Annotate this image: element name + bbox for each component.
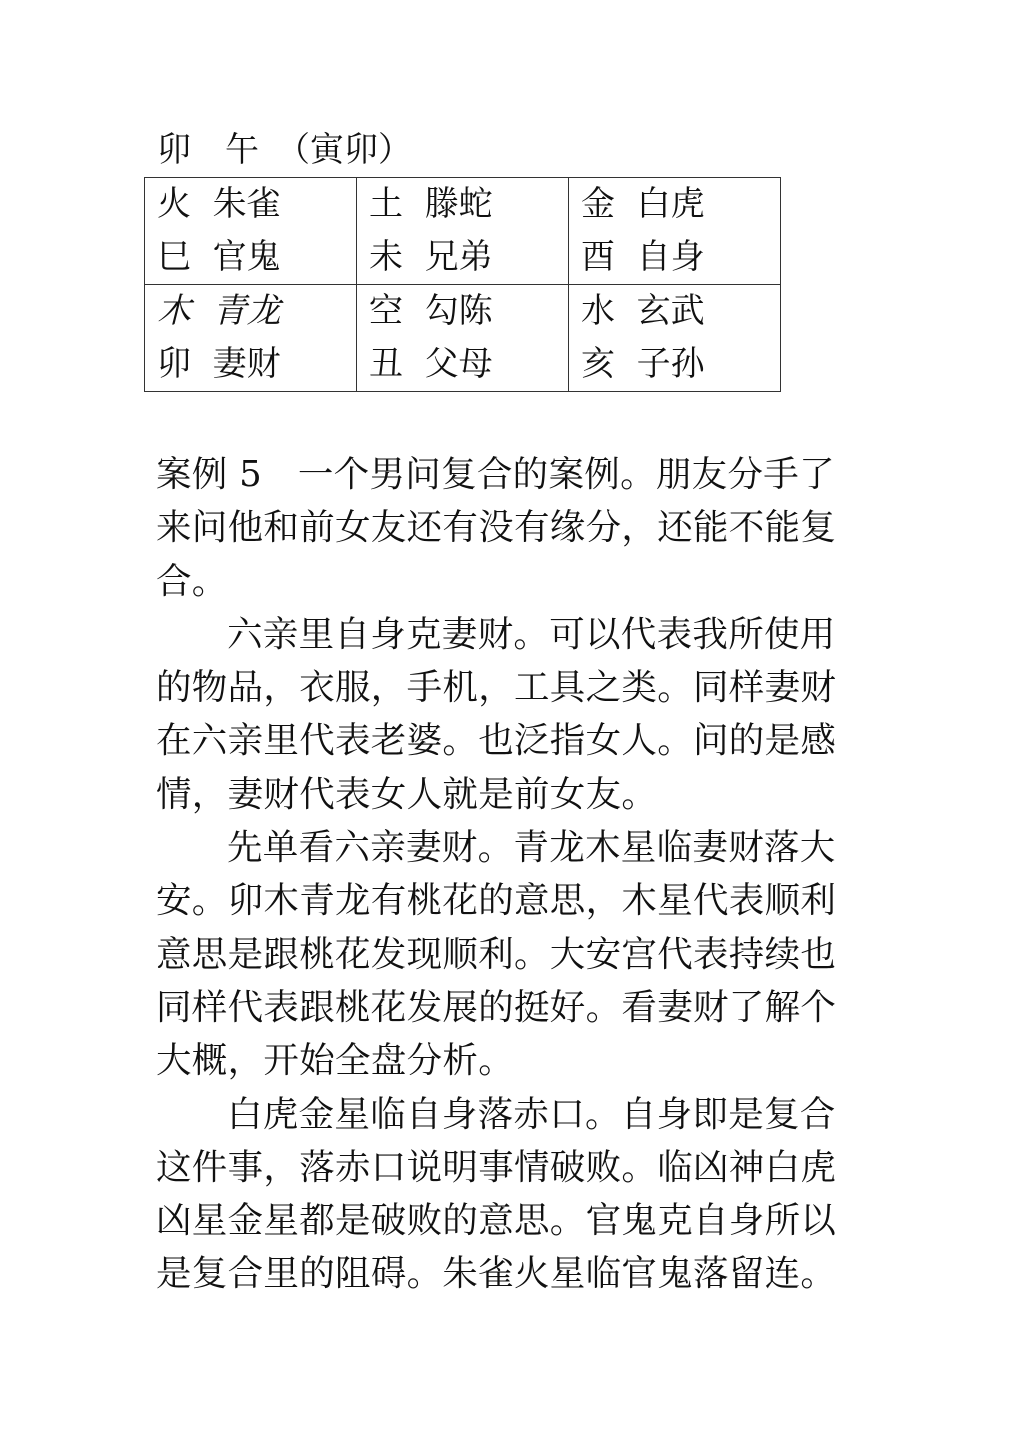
cell-line-2: 未 兄弟 xyxy=(369,237,493,277)
grid-cell xyxy=(357,178,569,285)
paragraph: 白虎金星临自身落赤口。自身即是复合这件事，落赤口说明事情破败。临凶神白虎凶星金星都是破败的意思。官鬼克自身所以是复合里的阻碍。朱雀火星临官鬼落留连。 xyxy=(156,1093,837,1295)
paragraph: 先单看六亲妻财。青龙木星临妻财落大安。卯木青龙有桃花的意思，木星代表顺利意思是跟桃花发现顺利。大安宫代表持续也同样代表跟桃花发展的挺好。看妻财了解个大概，开始全盘分析。 xyxy=(156,827,837,1082)
grid-cell xyxy=(145,178,357,285)
cell-line-1: 水 玄武 xyxy=(581,291,705,331)
cell-line-2: 酉 自身 xyxy=(581,237,705,277)
liuren-grid xyxy=(144,177,781,392)
cell-line-1: 土 滕蛇 xyxy=(369,184,493,224)
grid-cell xyxy=(569,178,781,285)
cell-line-2: 卯 妻财 xyxy=(157,344,281,384)
cell-line-1: 木 青龙 xyxy=(157,291,281,331)
cell-line-2: 巳 官鬼 xyxy=(157,237,281,277)
grid-cell xyxy=(357,285,569,392)
grid-cell xyxy=(145,285,357,392)
cell-line-1: 火 朱雀 xyxy=(157,184,281,224)
grid-row xyxy=(145,285,781,392)
body-text xyxy=(156,448,868,1301)
chart-heading: 卯 午 （寅卯） xyxy=(157,130,412,170)
cell-line-1: 空 勾陈 xyxy=(369,291,493,331)
paragraph: 六亲里自身克妻财。可以代表我所使用的物品，衣服，手机，工具之类。同样妻财在六亲里代表老婆。也泛指女人。问的是感情，妻财代表女人就是前女友。 xyxy=(156,613,837,815)
cell-line-2: 亥 子孙 xyxy=(581,344,705,384)
cell-line-2: 丑 父母 xyxy=(369,344,493,384)
grid-row xyxy=(145,178,781,285)
paragraph-case-intro: 案例 5 一个男问复合的案例。朋友分手了来问他和前女友还有没有缘分，还能不能复合。 xyxy=(156,454,837,602)
grid-cell xyxy=(569,285,781,392)
cell-line-1: 金 白虎 xyxy=(581,184,705,224)
